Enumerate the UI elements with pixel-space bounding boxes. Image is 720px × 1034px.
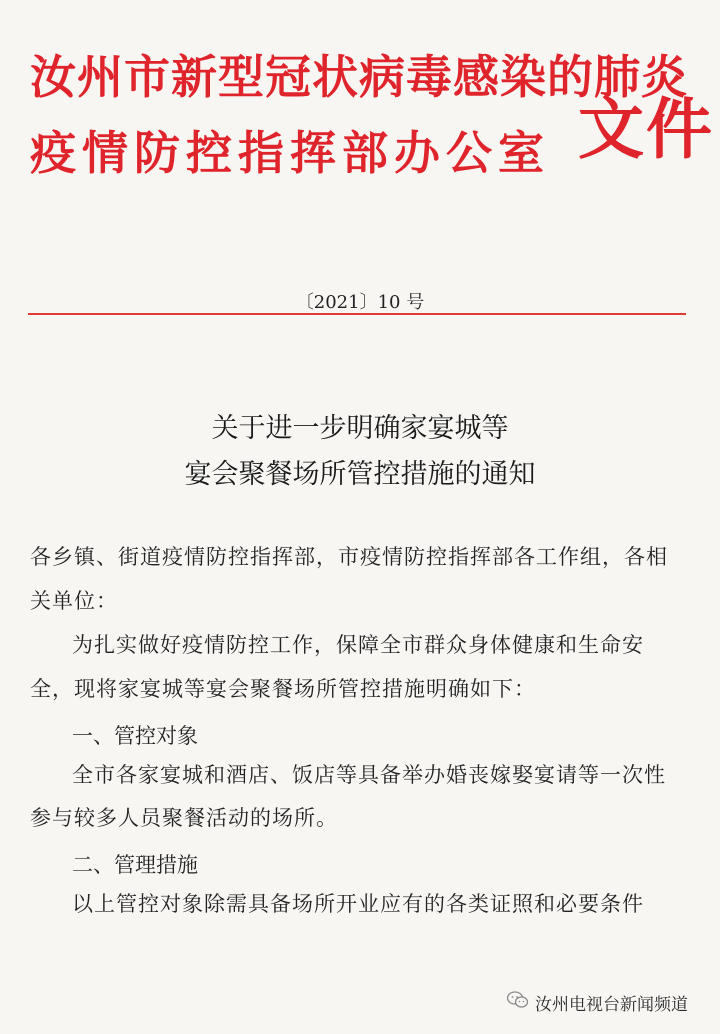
addressee-line-1: 各乡镇、街道疫情防控指挥部，市疫情防控指挥部各工作组，各相 [30,545,668,569]
watermark-text: 汝州电视台新闻频道 [535,994,688,1015]
paragraph-3-line-1: 以上管控对象除需具备场所开业应有的各类证照和必要条件 [72,892,644,916]
document-number: 〔2021〕10 号 [295,292,425,313]
addressee-line-2: 关单位： [30,589,118,613]
paragraph-1-line-1: 为扎实做好疫情防控工作，保障全市群众身体健康和生命安 [72,633,644,657]
watermark [507,988,688,1016]
paragraph-2-line-1: 全市各家宴城和酒店、饭店等具备举办婚丧嫁娶宴请等一次性 [72,763,666,787]
notice-title-line-2: 宴会聚餐场所管控措施的通知 [184,459,536,490]
header-document-label: 文件 [578,90,714,168]
section-heading-1: 一、管控对象 [72,724,198,748]
paragraph-1-line-2: 全，现将家宴城等宴会聚餐场所管控措施明确如下： [30,677,536,701]
document-header [30,38,714,198]
paragraph-2-line-2: 参与较多人员聚餐活动的场所。 [30,806,338,830]
header-line-2: 疫情防控指挥部办公室 [30,126,550,180]
section-heading-2: 二、管理措施 [72,853,198,877]
red-divider [28,313,686,315]
notice-title-line-1: 关于进一步明确家宴城等 [211,413,509,444]
wechat-icon [507,991,529,1013]
header-line-1: 汝州市新型冠状病毒感染的肺炎 [30,50,688,104]
